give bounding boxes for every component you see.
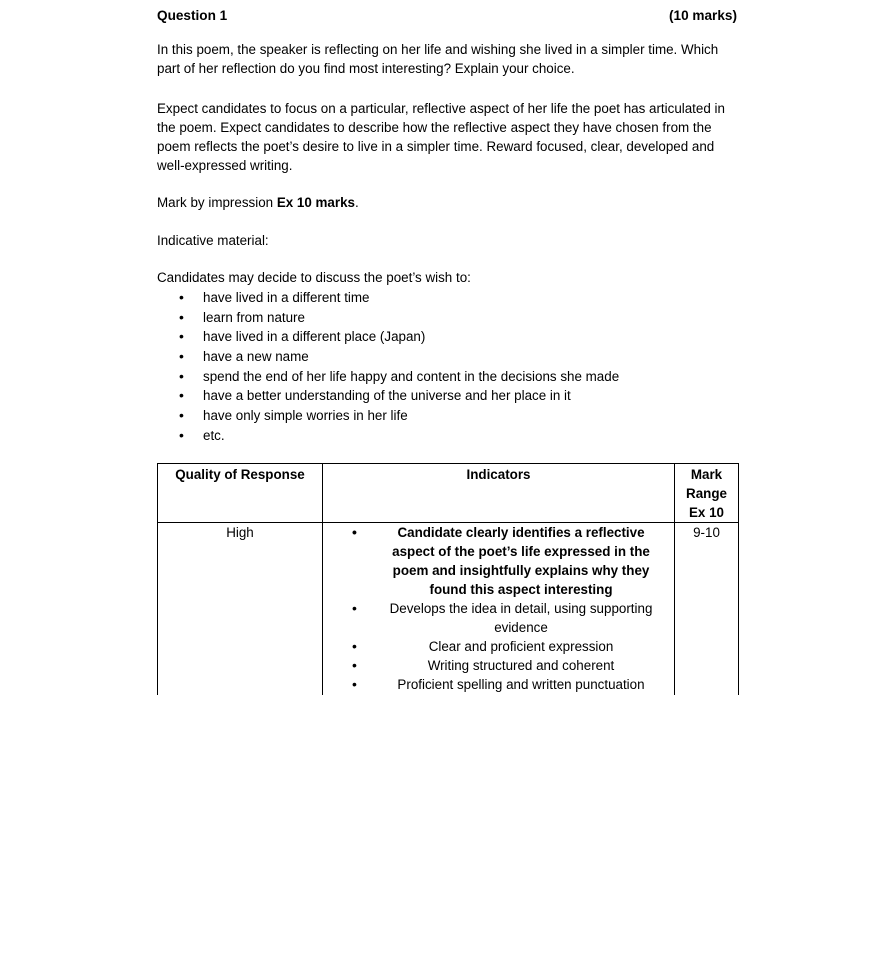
indicator-item: • Develops the idea in detail, using supporting evidence (323, 599, 674, 637)
wish-item: • have lived in a different place (Japan) (157, 327, 619, 347)
indicator-item: • Writing structured and coherent (323, 656, 674, 675)
mark-range-cell: 9-10 (675, 523, 739, 696)
indicators-cell (323, 523, 675, 696)
mark-by-total: Ex 10 marks (276, 195, 355, 210)
table-row (158, 523, 739, 696)
indicators-list (323, 523, 674, 694)
indicator-item: • Proficient spelling and written punctuation (323, 675, 674, 694)
wish-item: • have only simple worries in her life (157, 406, 619, 426)
question-prompt: In this poem, the speaker is reflecting on her life and wishing she lived in a simpler time. Which part of her reflection do you find most interesting? Explain your choice. (157, 42, 719, 76)
marking-grid-table (157, 463, 739, 695)
mark-by-suffix: . (355, 195, 359, 210)
quality-cell: High (158, 523, 323, 696)
question-marks: (10 marks) (668, 8, 737, 23)
indicative-label: Indicative material: (157, 233, 269, 248)
expectation-text: Expect candidates to focus on a particular, reflective aspect of her life the poet has articulated in the poem. Expect candidates to describe how the reflective aspect they have chosen from the poem reflects the poet’s desire to live in a simpler time. Reward focused, clear, developed and well-expressed writing. (157, 101, 725, 173)
header-quality: Quality of Response (158, 464, 323, 523)
mark-by-impression (157, 193, 742, 212)
header-mark-line2: Range (686, 486, 727, 501)
indicator-item: • Candidate clearly identifies a reflective aspect of the poet’s life expressed in the poem and insightfully explains why they found this aspect interesting (323, 523, 674, 599)
mark-by-prefix: Mark by impression (157, 195, 277, 210)
candidates-intro: Candidates may decide to discuss the poet’s wish to: (157, 270, 471, 285)
header-mark-range (675, 464, 739, 523)
wish-item: • etc. (157, 426, 619, 446)
wish-item: • learn from nature (157, 308, 619, 328)
wish-item: • have a new name (157, 347, 619, 367)
header-mark-line1: Mark (690, 467, 723, 482)
header-mark-line3: Ex 10 (689, 505, 724, 520)
wish-item: • have lived in a different time (157, 288, 619, 308)
question-title: Question 1 (157, 8, 228, 23)
table-header-row (158, 464, 739, 523)
indicator-item: • Clear and proficient expression (323, 637, 674, 656)
wish-item: • spend the end of her life happy and content in the decisions she made (157, 367, 619, 387)
wishes-list (157, 288, 619, 446)
header-indicators: Indicators (323, 464, 675, 523)
question-header (157, 6, 737, 25)
wish-item: • have a better understanding of the universe and her place in it (157, 386, 619, 406)
